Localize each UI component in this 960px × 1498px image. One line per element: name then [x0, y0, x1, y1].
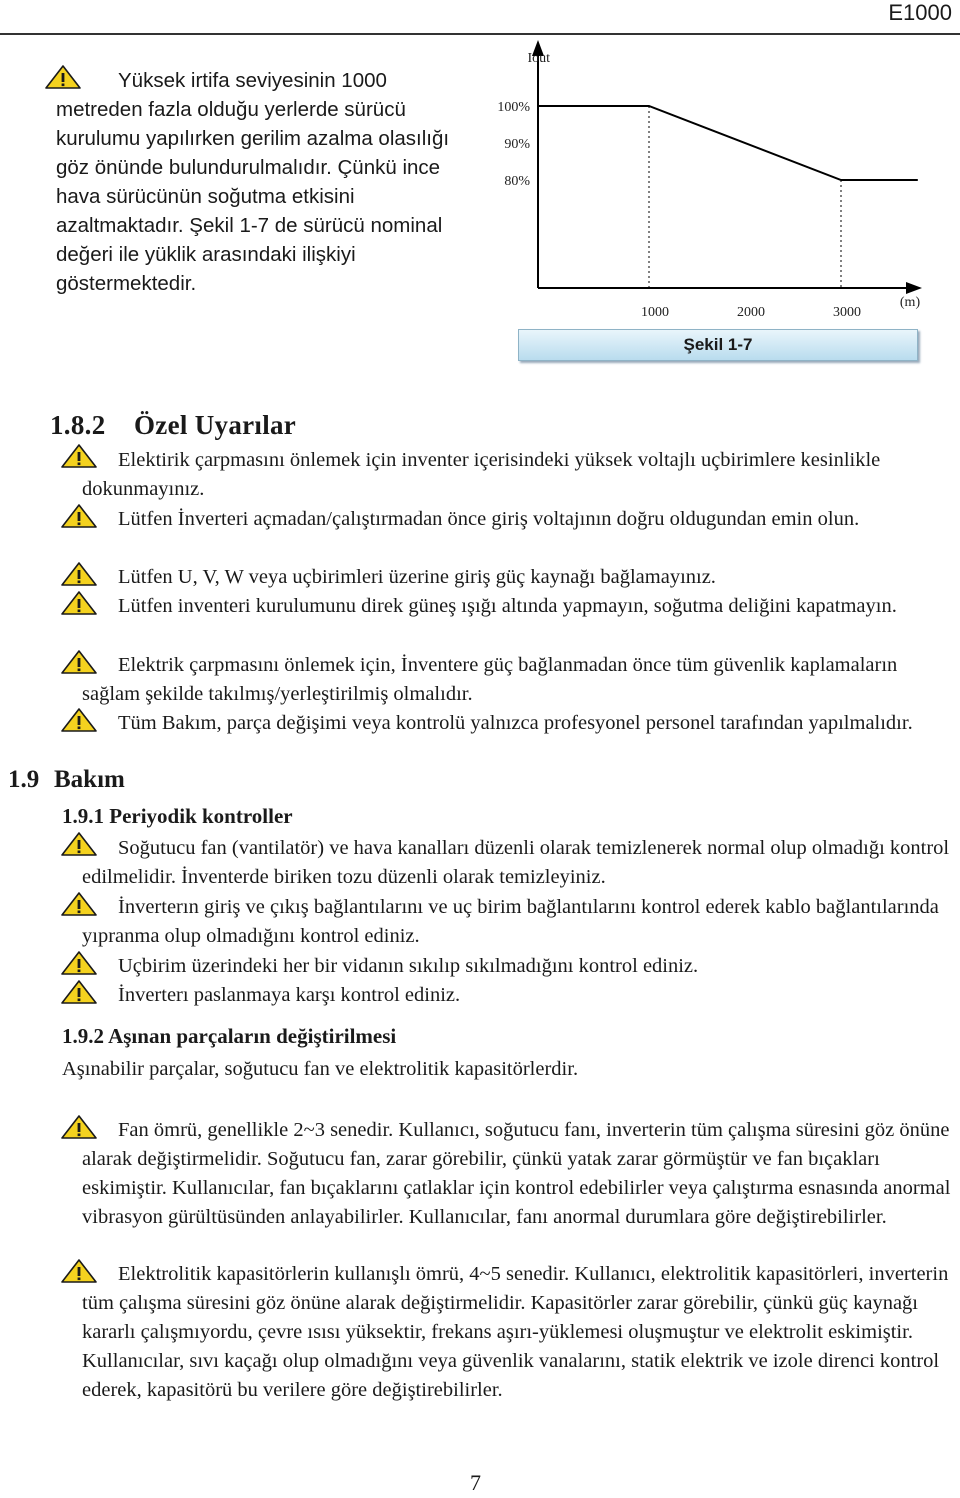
warning-item: İnverterı paslanmaya karşı kontrol ediniz.	[118, 984, 461, 1006]
x-axis-arrow	[906, 282, 922, 294]
warning-item: Lütfen U, V, W veya uçbirimleri üzerine giriş güç kaynağı bağlamayınız.	[118, 566, 716, 588]
subsection-heading-1-9-1: 1.9.1 Periyodik kontroller	[62, 804, 293, 828]
y-axis-label: Iout	[527, 51, 550, 66]
y-tick-label: 100%	[497, 100, 530, 115]
warning-item: Lütfen İnverteri açmadan/çalıştırmadan önce giriş voltajının doğru oldugundan emin olun.	[118, 508, 860, 530]
y-tick-label: 90%	[504, 137, 530, 152]
section-heading-1-9: 1.9 Bakım	[8, 766, 125, 793]
header-rule	[0, 33, 960, 35]
page-number: 7	[470, 1470, 481, 1495]
warning-item: Elektrik çarpmasını önlemek için, İnventere güç bağlanmadan önce tüm güvenlik kaplamaların sağlam şekilde takılmış/yerleştirilmiş olmalıdır.	[82, 654, 898, 705]
warning-item: İnverterın giriş ve çıkış bağlantılarını ve uç birim bağlantılarını kontrol ederek kablo bağlantılarında yıpranma olup olmadığını kontrol ediniz.	[82, 896, 939, 947]
subsection-intro: Aşınabilir parçalar, soğutucu fan ve elektrolitik kapasitörlerdir.	[62, 1058, 579, 1080]
section-heading-1-8-2: 1.8.2 Özel Uyarılar	[50, 410, 297, 440]
x-tick-label: 1000	[641, 305, 669, 320]
document-code: E1000	[888, 0, 952, 25]
warning-item: Elektirik çarpmasını önlemek için inventer içerisindeki yüksek voltajlı uçbirimlere kesinlikle dokunmayınız.	[82, 449, 881, 500]
subsection-heading-1-9-2: 1.9.2 Aşınan parçaların değiştirilmesi	[62, 1024, 397, 1048]
warning-item: Elektrolitik kapasitörlerin kullanışlı ömrü, 4~5 senedir. Kullanıcı, elektrolitik kapasitörleri, inverterin tüm çalışma süresini göz önüne alarak değiştirmelidir. Kapasitörler zarar görebilir, çünkü güç kaynağı kararlı çalışmıyordu, çevre ısısı yüksektir, frekans aşırı-yüklemesi oluşmuştur ve elektrolit eskimiştir. Kullanıcılar, sıvı kaçağı olup olmadığını veya güvenlik vanalarını, statik elektrik ve izole direnci kontrol ederek, kapasitörü bu verilere göre değiştirebilirler.	[82, 1263, 949, 1401]
warning-item: Lütfen inventeri kurulumunu direk güneş ışığı altında yapmayın, soğutma deliğini kapatmayın.	[118, 595, 897, 617]
warning-item: Soğutucu fan (vantilatör) ve hava kanalları düzenli olarak temizlenerek normal olup olmadığı kontrol edilmelidir. İnventerde biriken tozu düzenli olarak temizleyiniz.	[82, 837, 950, 888]
derating-chart	[470, 38, 940, 328]
x-tick-label: 3000	[833, 305, 861, 320]
warning-item: Tüm Bakım, parça değişimi veya kontrolü yalnızca profesyonel personel tarafından yapılmalıdır.	[118, 712, 913, 734]
intro-paragraph: Yüksek irtifa seviyesinin 1000 metreden fazla olduğu yerlerde sürücü kurulumu yapılırken gerilim azalma olasılığı göz önünde bulundurulmalıdır. Çünkü ince hava sürücünün soğutma etkisini azaltmaktadır. Şekil 1-7 de sürücü nominal değeri ile yüklik arasındaki ilişkiyi göstermektedir.	[56, 69, 450, 295]
x-axis-unit: (m)	[899, 295, 921, 310]
figure-caption: Şekil 1-7	[518, 329, 918, 361]
warning-item: Uçbirim üzerindeki her bir vidanın sıkılıp sıkılmadığını kontrol ediniz.	[118, 955, 699, 977]
derating-line	[538, 106, 918, 180]
y-tick-label: 80%	[504, 174, 530, 189]
x-tick-label: 2000	[737, 305, 765, 320]
warning-item: Fan ömrü, genellikle 2~3 senedir. Kullanıcı, soğutucu fanı, inverterin tüm çalışma süresini göz önüne alarak değiştirmelidir. Soğutucu fan, zarar görebilir, çünkü yatak zarar görmüştür ve fan bıçakları eskimiştir. Kullanıcılar, fan bıçaklarını çatlaklar için kontrol edebilirler veya çalıştırma esnasında anormal vibrasyon gürültüsünden anlayabilirler. Kullanıcılar, fanı anormal durumlara göre değiştirebilirler.	[82, 1119, 951, 1228]
